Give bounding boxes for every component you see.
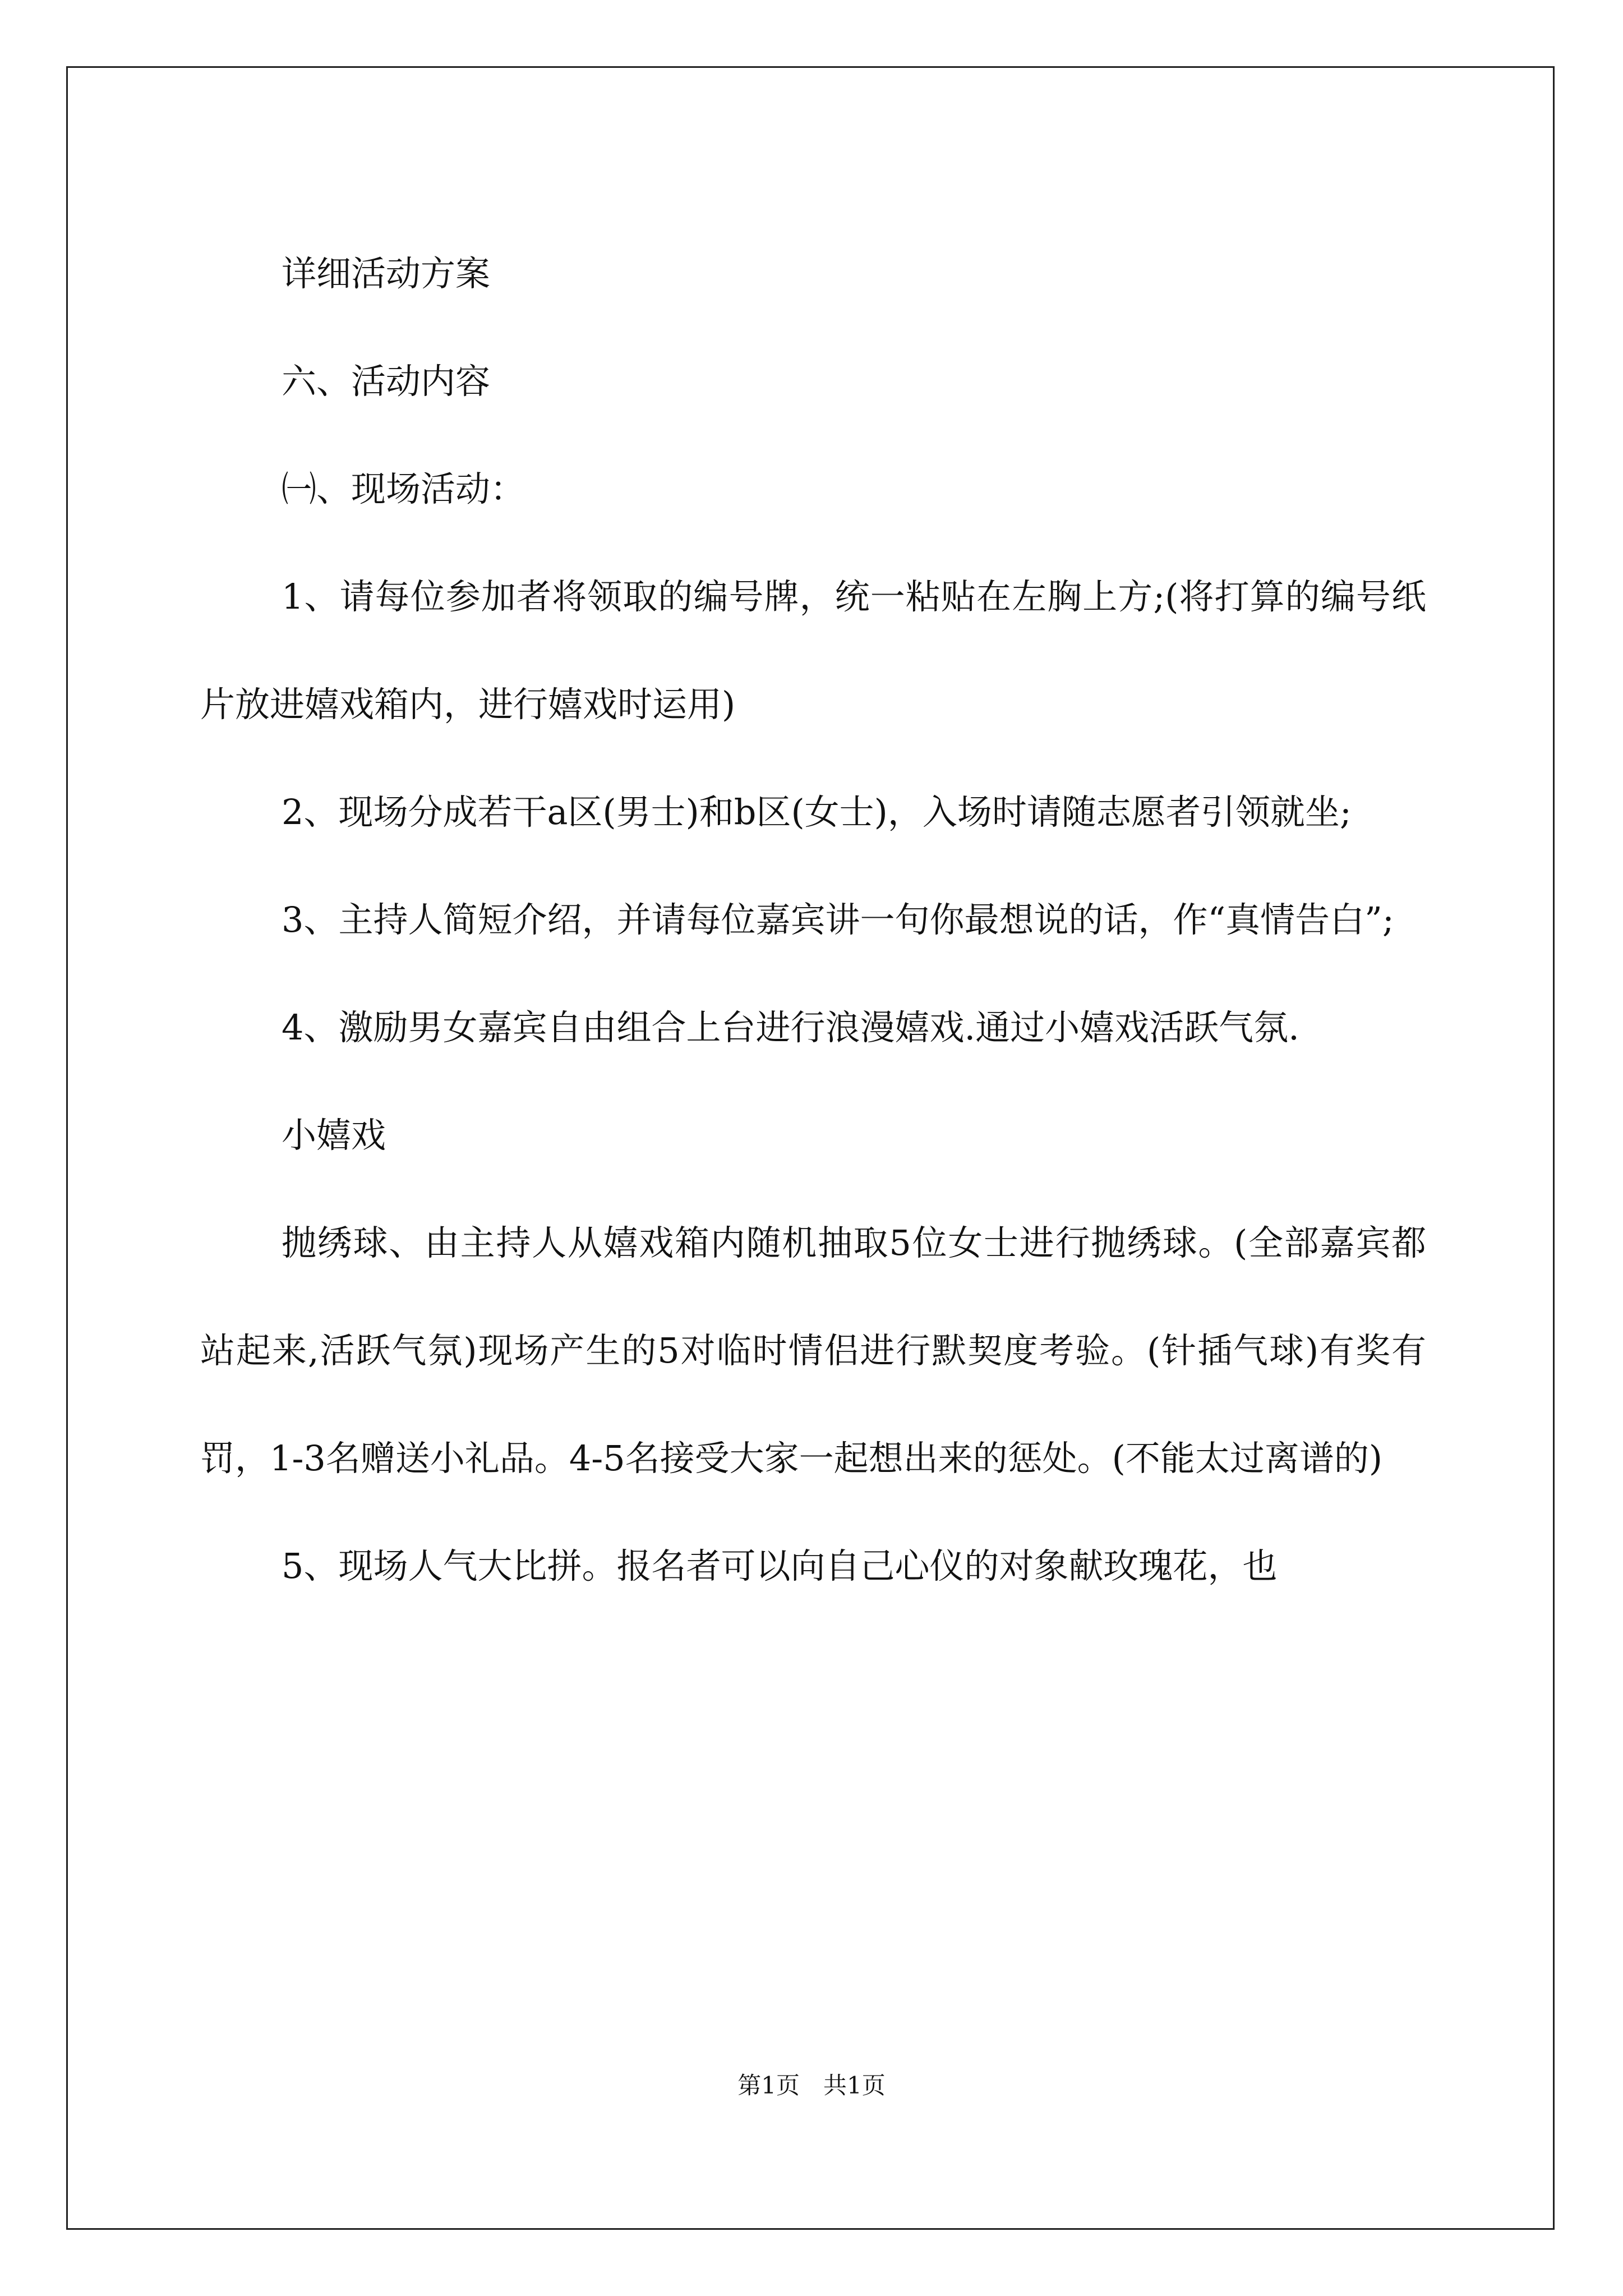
document-body xyxy=(200,220,1426,1620)
paragraph-item-1: 1、请每位参加者将领取的编号牌，统一粘贴在左胸上方;(将打算的编号纸片放进嬉戏箱内，进行嬉戏时运用) xyxy=(200,576,1426,725)
paragraph-small-game-heading: 小嬉戏 xyxy=(282,1115,386,1156)
paragraph-title: 详细活动方案 xyxy=(282,253,491,294)
subsection-heading: ㈠、现场活动： xyxy=(282,468,525,509)
page-footer: 第1页 共1页 xyxy=(737,2072,886,2099)
paragraph-item-5: 5、现场人气大比拼。报名者可以向自己心仪的对象献玫瑰花，也 xyxy=(282,1545,1278,1586)
section-heading: 六、活动内容 xyxy=(282,361,491,402)
paragraph-small-game-body: 抛绣球、由主持人从嬉戏箱内随机抽取5位女士进行抛绣球。(全部嘉宾都站起来,活跃气氛)现场产生的5对临时情侣进行默契度考验。(针插气球)有奖有罚，1-3名赠送小礼品。4-5名接受大家一起想出来的惩处。(不能太过离谱的) xyxy=(200,1222,1426,1479)
paragraph-item-2: 2、现场分成若干a区(男士)和b区(女士)，入场时请随志愿者引领就坐; xyxy=(282,792,1352,832)
paragraph-item-3: 3、主持人简短介绍，并请每位嘉宾讲一句你最想说的话，作“真情告白”; xyxy=(282,899,1394,940)
paragraph-item-4: 4、激励男女嘉宾自由组合上台进行浪漫嬉戏.通过小嬉戏活跃气氛. xyxy=(282,1007,1299,1048)
